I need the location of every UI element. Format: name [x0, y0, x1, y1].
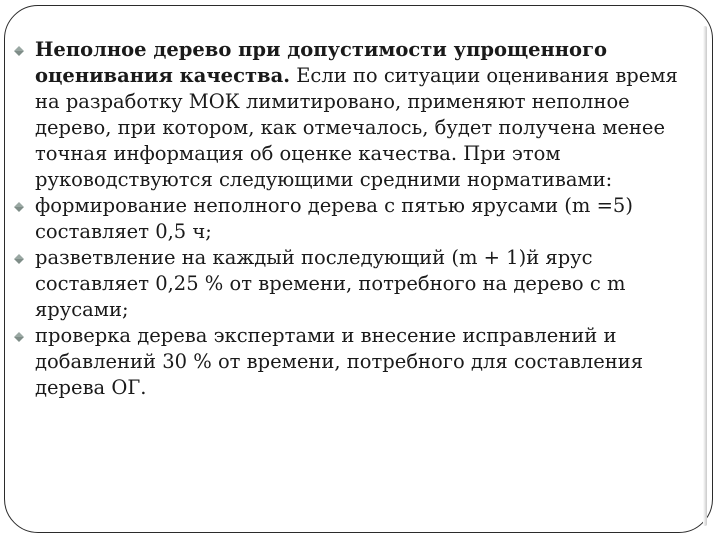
bullet-diamond-icon — [14, 202, 24, 207]
bullet-item — [13, 37, 703, 193]
bullet-diamond-icon — [14, 254, 24, 259]
bullet-text: разветвление на каждый последующий (m + 1)й ярус составляет 0,25 % от времени, потребного на дерево с m ярусами; — [35, 246, 626, 321]
bullet-text: формирование неполного дерева с пятью ярусами (m =5) составляет 0,5 ч; — [35, 194, 633, 243]
slide-edge-shadow — [703, 26, 707, 526]
bullet-text: Если по ситуации оценивания время на разработку МОК лимитировано, применяют неполное дерево, при котором, как отмечалось, будет получена менее точная информация об оценке качества. При этом руководствуются следующими средними нормативами: — [35, 64, 678, 191]
bullet-list — [13, 37, 703, 401]
slide-frame — [4, 5, 713, 533]
bullet-bold-lead: Неполное дерево при допустимости упрощенного оценивания качества. — [35, 38, 608, 87]
bullet-diamond-icon — [14, 46, 24, 51]
bullet-item — [13, 245, 703, 323]
bullet-item — [13, 193, 703, 245]
bullet-item — [13, 323, 703, 401]
bullet-text: проверка дерева экспертами и внесение исправлений и добавлений 30 % от времени, потребного для составления дерева ОГ. — [35, 324, 644, 399]
bullet-diamond-icon — [14, 332, 24, 337]
